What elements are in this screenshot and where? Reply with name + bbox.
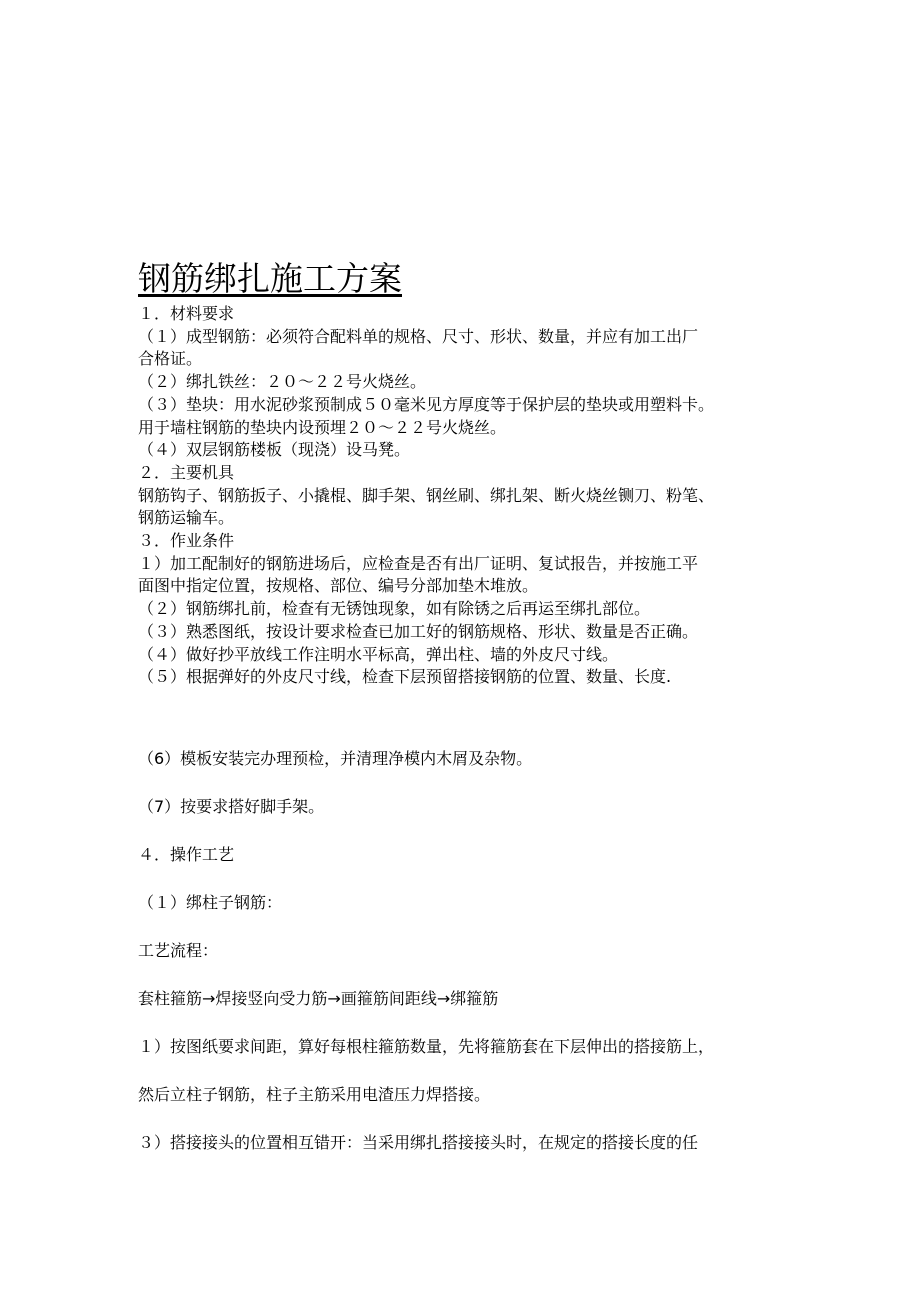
text-line: （１）绑柱子钢筋： <box>138 893 283 912</box>
text-line: 钢筋钩子、钢筋扳子、小撬棍、脚手架、钢丝刷、绑扎架、断火烧丝铡刀、粉笔、 <box>138 485 715 505</box>
section-conditions-and-process <box>138 748 798 1180</box>
text-line: （４）双层钢筋楼板（现浇）设马凳。 <box>138 440 411 460</box>
text-line: 合格证。 <box>138 349 203 369</box>
text-line: 面图中指定位置，按规格、部位、编号分部加垫木堆放。 <box>138 576 539 596</box>
text-line: １）加工配制好的钢筋进场后，应检查是否有出厂证明、复试报告，并按施工平 <box>138 553 699 573</box>
text-line: （２）绑扎铁丝：２０～２２号火烧丝。 <box>138 372 427 392</box>
text-line: ３）搭接接头的位置相互错开：当采用绑扎搭接接头时，在规定的搭接长度的任 <box>138 1133 699 1152</box>
text-line: （7）按要求搭好脚手架。 <box>138 797 325 816</box>
text-line: ３．作业条件 <box>138 531 235 551</box>
text-line: ４．操作工艺 <box>138 845 235 864</box>
document-title: 钢筋绑扎施工方案 <box>138 259 402 298</box>
text-line: 用于墙柱钢筋的垫块内设预埋２０～２２号火烧丝。 <box>138 417 507 437</box>
text-line: （6）模板安装完办理预检，并清理净模内木屑及杂物。 <box>138 749 533 768</box>
text-line: （３）熟悉图纸，按设计要求检查已加工好的钢筋规格、形状、数量是否正确。 <box>138 621 699 641</box>
section-materials-tools-conditions <box>138 303 788 689</box>
text-line: １．材料要求 <box>138 304 235 323</box>
text-line: （５）根据弹好的外皮尺寸线，检查下层预留搭接钢筋的位置、数量、长度. <box>138 667 672 687</box>
text-line: １）按图纸要求间距，算好每根柱箍筋数量，先将箍筋套在下层伸出的搭接筋上， <box>138 1037 715 1056</box>
text-line: ２．主要机具 <box>138 462 235 482</box>
text-line: （４）做好抄平放线工作注明水平标高，弹出柱、墙的外皮尺寸线。 <box>138 644 619 664</box>
text-line: 工艺流程： <box>138 941 219 960</box>
text-line: 然后立柱子钢筋，柱子主筋采用电渣压力焊搭接。 <box>138 1085 491 1104</box>
text-line: （１）成型钢筋：必须符合配料单的规格、尺寸、形状、数量，并应有加工出厂 <box>138 326 699 346</box>
text-line: （３）垫块：用水泥砂浆预制成５０毫米见方厚度等于保护层的垫块或用塑料卡。 <box>138 394 715 414</box>
text-line: 钢筋运输车。 <box>138 508 235 528</box>
text-line: （２）钢筋绑扎前，检查有无锈蚀现象，如有除锈之后再运至绑扎部位。 <box>138 599 651 619</box>
text-line: 套柱箍筋→焊接竖向受力筋→画箍筋间距线→绑箍筋 <box>138 989 499 1008</box>
